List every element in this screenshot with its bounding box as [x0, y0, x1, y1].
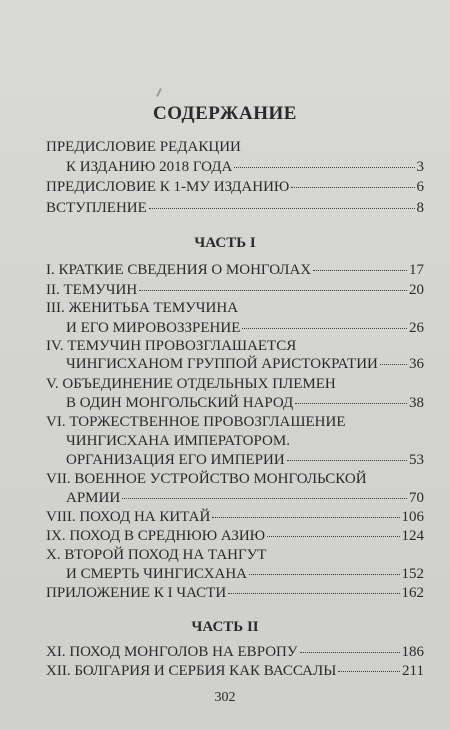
- toc-page-number: 17: [409, 262, 424, 278]
- toc-page-number: 6: [416, 179, 424, 195]
- toc-entry-preface-first: [46, 177, 424, 197]
- toc-entry-title: III. ЖЕНИТЬБА ТЕМУЧИНА: [46, 300, 239, 316]
- toc-entry-title: АРМИИ: [66, 490, 121, 506]
- dot-leader: [234, 166, 414, 168]
- toc-page-number: 152: [401, 566, 424, 582]
- toc-page-number: 211: [402, 663, 424, 679]
- dot-leader: [380, 363, 407, 365]
- toc-page-number: 20: [409, 282, 424, 298]
- dot-leader: [228, 592, 399, 594]
- toc-entry-ch11: [46, 642, 424, 662]
- toc-entry-title: В ОДИН МОНГОЛЬСКИЙ НАРОД: [66, 395, 294, 411]
- dot-leader: [313, 269, 407, 271]
- dot-leader: [242, 327, 407, 329]
- toc-entry-ch6-cont: [66, 431, 424, 451]
- toc-page-number: 186: [401, 644, 424, 660]
- toc-page-number: 26: [409, 320, 424, 336]
- toc-entry-ch12: [46, 661, 424, 681]
- toc-entry-title: ОРГАНИЗАЦИЯ ЕГО ИМПЕРИИ: [66, 452, 285, 468]
- toc-entry-ch3: [46, 298, 424, 318]
- toc-entry-ch7-cont: [66, 488, 424, 508]
- toc-page-number: 3: [416, 159, 424, 175]
- toc-page-number: 124: [401, 528, 424, 544]
- dot-leader: [212, 516, 399, 518]
- toc-entry-ch4-cont: [66, 354, 424, 374]
- pencil-mark: [156, 88, 162, 97]
- toc-entry-ch2: [46, 280, 424, 300]
- toc-entry-title: IX. ПОХОД В СРЕДНЮЮ АЗИЮ: [46, 528, 266, 544]
- toc-entry-ch1: [46, 260, 424, 280]
- dot-leader: [249, 573, 399, 575]
- toc-entry-title: И ЕГО МИРОВОЗЗРЕНИЕ: [66, 320, 241, 336]
- dot-leader: [300, 651, 400, 653]
- toc-entry-appendix1: [46, 583, 424, 603]
- toc-entry-ch10-cont: [66, 564, 424, 584]
- toc-page-number: 162: [401, 585, 424, 601]
- toc-entry-title: VIII. ПОХОД НА КИТАЙ: [46, 509, 211, 525]
- toc-entry-title: I. КРАТКИЕ СВЕДЕНИЯ О МОНГОЛАХ: [46, 262, 312, 278]
- toc-entry-ch3-cont: [66, 318, 424, 338]
- toc-entry-intro: [46, 198, 424, 218]
- toc-entry-title: ПРИЛОЖЕНИЕ К I ЧАСТИ: [46, 585, 227, 601]
- toc-entry-title: IV. ТЕМУЧИН ПРОВОЗГЛАШАЕТСЯ: [46, 338, 297, 354]
- toc-entry-title: XII. БОЛГАРИЯ И СЕРБИЯ КАК ВАССАЛЫ: [46, 663, 337, 679]
- toc-entry-ch5: [46, 374, 424, 394]
- toc-entry-title: ВСТУПЛЕНИЕ: [46, 200, 147, 216]
- toc-entry-preface-editorial: [46, 137, 424, 157]
- dot-leader: [122, 497, 407, 499]
- toc-entry-title: VII. ВОЕННОЕ УСТРОЙСТВО МОНГОЛЬСКОЙ: [46, 471, 367, 487]
- toc-entry-title: VI. ТОРЖЕСТВЕННОЕ ПРОВОЗГЛАШЕНИЕ: [46, 414, 346, 430]
- part-heading-2: ЧАСТЬ II: [191, 619, 259, 635]
- page-number: 302: [214, 690, 236, 705]
- dot-leader: [291, 186, 414, 188]
- toc-entry-title: ПРЕДИСЛОВИЕ К 1-МУ ИЗДАНИЮ: [46, 179, 290, 195]
- toc-entry-title: XI. ПОХОД МОНГОЛОВ НА ЕВРОПУ: [46, 644, 298, 660]
- toc-page-number: 38: [409, 395, 424, 411]
- toc-entry-ch8: [46, 507, 424, 527]
- dot-leader: [149, 207, 415, 209]
- toc-page-number: 36: [409, 356, 424, 372]
- toc-entry-ch6-cont2: [66, 450, 424, 470]
- toc-entry-title: ПРЕДИСЛОВИЕ РЕДАКЦИИ: [46, 139, 241, 155]
- part-heading-1: ЧАСТЬ I: [194, 235, 256, 251]
- toc-entry-ch6: [46, 412, 424, 432]
- dot-leader: [139, 289, 407, 291]
- toc-entry-title: II. ТЕМУЧИН: [46, 282, 138, 298]
- toc-entry-title: К ИЗДАНИЮ 2018 ГОДА: [66, 159, 233, 175]
- dot-leader: [287, 459, 407, 461]
- toc-entry-ch4: [46, 336, 424, 356]
- toc-entry-title: ЧИНГИСХАНОМ ГРУППОЙ АРИСТОКРАТИИ: [66, 356, 378, 372]
- toc-page-number: 8: [416, 200, 424, 216]
- toc-page-number: 70: [409, 490, 424, 506]
- toc-entry-title: ЧИНГИСХАНА ИМПЕРАТОРОМ.: [66, 433, 290, 449]
- toc-page-number: 106: [401, 509, 424, 525]
- page-title: СОДЕРЖАНИЕ: [153, 103, 297, 124]
- dot-leader: [338, 670, 400, 672]
- toc-entry-title: X. ВТОРОЙ ПОХОД НА ТАНГУТ: [46, 547, 267, 563]
- toc-entry-ch9: [46, 526, 424, 546]
- toc-entry-ch7: [46, 469, 424, 489]
- toc-entry-title: И СМЕРТЬ ЧИНГИСХАНА: [66, 566, 248, 582]
- toc-entry-preface-editorial-cont: [66, 157, 424, 177]
- dot-leader: [295, 402, 407, 404]
- dot-leader: [267, 535, 399, 537]
- toc-page-number: 53: [409, 452, 424, 468]
- toc-entry-ch10: [46, 545, 424, 565]
- toc-entry-ch5-cont: [66, 393, 424, 413]
- toc-entry-title: V. ОБЪЕДИНЕНИЕ ОТДЕЛЬНЫХ ПЛЕМЕН: [46, 376, 336, 392]
